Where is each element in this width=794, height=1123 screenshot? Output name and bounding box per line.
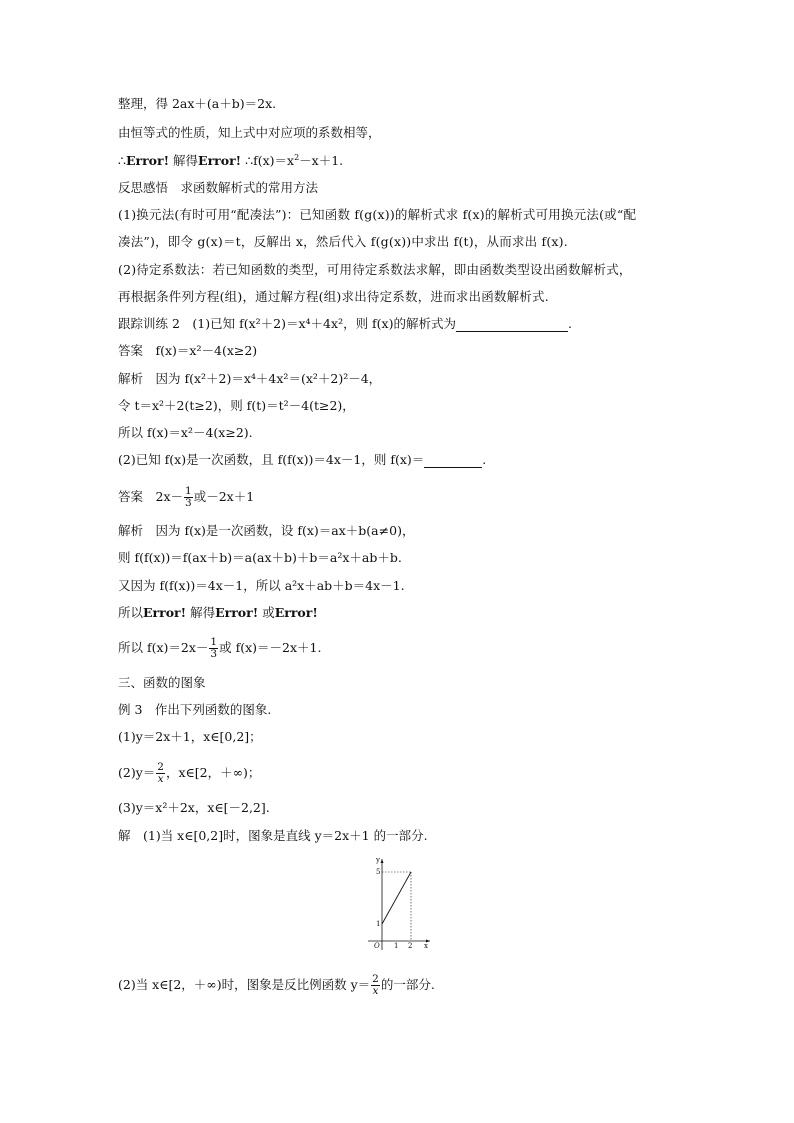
text-fragment: (2)当 x∈[2，＋∞)时，图象是反比例函数 y＝ <box>118 977 371 992</box>
answer-blank <box>456 319 568 332</box>
section-heading: 反思感悟 求函数解析式的常用方法 <box>118 180 319 195</box>
fraction <box>371 974 380 997</box>
function-graph <box>362 854 434 952</box>
text-line <box>118 153 343 169</box>
text-line: 所以 f(x)＝x²－4(x≥2). <box>118 425 253 440</box>
text-fragment: 或 f(x)＝－2x＋1. <box>219 640 322 655</box>
error-field: Error! <box>125 153 170 168</box>
origin-label: O <box>374 942 380 950</box>
x-tick-label: 2 <box>408 942 413 950</box>
error-field: Error! <box>274 605 318 620</box>
text-line: 则 f(f(x))＝f(ax＋b)＝a(ax＋b)＋b＝a²x＋ab＋b. <box>118 550 402 565</box>
text-fragment: 跟踪训练 2 (1)已知 f(x²＋2)＝x⁴＋4x²，则 f(x)的解析式为 <box>118 316 456 331</box>
error-field: Error! <box>215 605 259 620</box>
y-tick-label: 5 <box>376 868 381 876</box>
text-fragment: 答案 2x－ <box>118 489 184 504</box>
fraction-numerator: 2 <box>372 973 379 985</box>
y-tick-label: 1 <box>376 920 381 928</box>
fraction-numerator: 2 <box>157 761 164 773</box>
fraction-denominator: 3 <box>185 497 192 509</box>
error-field: Error! <box>198 153 242 168</box>
analysis-line: 解析 因为 f(x)是一次函数，设 f(x)＝ax＋b(a≠0)， <box>118 523 415 538</box>
fraction <box>156 762 165 785</box>
exercise-line <box>118 452 486 468</box>
example-heading: 例 3 作出下列函数的图象. <box>118 702 272 717</box>
text-fragment: 或－2x＋1 <box>193 489 255 504</box>
text-fragment: 所以 <box>118 605 144 620</box>
text-fragment: (2)y＝ <box>118 765 156 780</box>
text-line <box>118 631 321 665</box>
text-line: 凑法”)，即令 g(x)＝t，反解出 x，然后代入 f(g(x))中求出 f(t)，从而求出 f(x). <box>118 234 568 249</box>
exponent: 2 <box>294 152 300 162</box>
text-line: 再根据条件列方程(组)，通过解方程(组)求出待定系数，进而求出函数解析式. <box>118 289 549 304</box>
fraction-denominator: 3 <box>210 648 218 660</box>
fraction-denominator: x <box>157 773 164 785</box>
section-heading: 三、函数的图象 <box>118 675 206 690</box>
solution-line: 解 (1)当 x∈[0,2]时，图象是直线 y＝2x＋1 的一部分. <box>118 828 428 843</box>
text-fragment: 或 <box>258 605 275 620</box>
graph-segment <box>382 872 411 924</box>
text-fragment: 解得 <box>169 153 199 168</box>
y-axis-arrow <box>381 859 384 863</box>
text-fragment: 解得 <box>186 605 216 620</box>
text-line: 又因为 f(f(x))＝4x－1，所以 a²x＋ab＋b＝4x－1. <box>118 578 405 593</box>
exercise-line <box>118 316 572 332</box>
analysis-line: 解析 因为 f(x²＋2)＝x⁴＋4x²＝(x²＋2)²－4， <box>118 371 382 386</box>
x-tick-label: 1 <box>394 942 399 950</box>
text-fragment: －x＋1. <box>299 153 344 168</box>
text-line: 由恒等式的性质，知上式中对应项的系数相等， <box>118 125 381 140</box>
text-line <box>118 756 260 790</box>
text-fragment: 的一部分. <box>380 977 435 992</box>
x-axis-label: x <box>424 942 428 950</box>
therefore-symbol: ∴ <box>118 153 126 168</box>
fraction-numerator: 1 <box>210 636 218 648</box>
text-line: (1)换元法(有时可用“配凑法”)：已知函数 f(g(x))的解析式求 f(x)的解析式可用换元法(或“配 <box>118 207 637 222</box>
text-line: 令 t＝x²＋2(t≥2)，则 f(t)＝t²－4(t≥2)， <box>118 398 355 413</box>
text-fragment: 所以 f(x)＝2x－ <box>118 640 209 655</box>
text-fragment: . <box>482 452 487 467</box>
text-line: (3)y＝x²＋2x，x∈[－2,2]. <box>118 800 270 815</box>
answer-line <box>118 480 254 514</box>
fraction <box>209 637 218 660</box>
y-axis-label: y <box>376 856 380 864</box>
fraction <box>184 486 193 509</box>
fraction-denominator: x <box>372 985 379 997</box>
text-line: (1)y＝2x＋1，x∈[0,2]； <box>118 729 262 744</box>
text-fragment: (2)已知 f(x)是一次函数，且 f(f(x))＝4x－1，则 f(x)＝ <box>118 452 425 467</box>
answer-blank <box>424 455 482 468</box>
fraction-numerator: 1 <box>185 485 192 497</box>
text-line <box>118 605 318 621</box>
text-fragment: . <box>567 316 572 331</box>
solution-line <box>118 968 435 1002</box>
error-field: Error! <box>143 605 187 620</box>
text-line: (2)待定系数法：若已知函数的类型，可用待定系数法求解，即由函数类型设出函数解析式， <box>118 262 632 277</box>
text-line: 整理，得 2ax＋(a＋b)＝2x. <box>118 96 277 111</box>
text-fragment: ∴f(x)＝x <box>241 153 295 168</box>
answer-line: 答案 f(x)＝x²－4(x≥2) <box>118 343 258 358</box>
text-fragment: ，x∈[2，＋∞)； <box>165 765 261 780</box>
